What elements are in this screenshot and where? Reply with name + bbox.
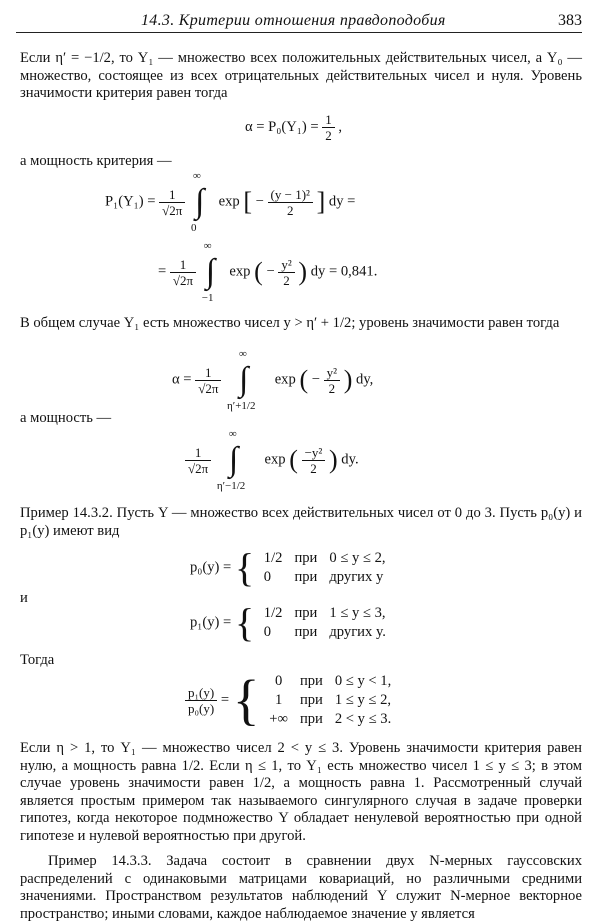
ratio-cases [263, 672, 397, 729]
norm-num-3: 1 [195, 365, 221, 381]
exp-num: (y − 1)² [268, 187, 313, 203]
norm-den: √2π [162, 202, 183, 218]
eq-sign: = [158, 263, 167, 280]
power-label-2 [20, 410, 582, 428]
formula-ratio: $\frac{\text{p₁(y)}}{\text{p₀(y)}}$ = { 0 при 0 ≤ y < 1, 1 при 1 ≤ y ≤ 2, +∞ при 2 < y ≤ 3. [185, 672, 397, 729]
norm-fraction-4 [185, 445, 211, 476]
case-word: при [299, 673, 323, 689]
integral-sign: ∞ ∫ 0 [190, 170, 205, 234]
power-lhs: P₁(Y₁) = [105, 193, 156, 210]
case-value: 0 [263, 569, 272, 585]
case-word: при [299, 711, 323, 727]
ratio-den: p₀(y) [188, 701, 215, 716]
int-upper: ∞ [192, 170, 201, 182]
exp-fraction-2 [278, 257, 294, 288]
alpha-lhs: α = P₀(Y₁) = [245, 118, 319, 135]
formula-p1: p₁(y) = { 1/2 при 1 ≤ y ≤ 3, 0 при других y. [190, 603, 392, 643]
exp-label-2: exp [229, 263, 251, 280]
integral-sign-4: ∞ ∫ η′−1/2 [216, 428, 246, 492]
alpha-den: 2 [325, 128, 332, 143]
p0-lhs: p₀(y) = [190, 559, 232, 576]
exp-label-3: exp [274, 371, 296, 388]
alpha-fraction [322, 112, 335, 143]
ratio-num: p₁(y) [185, 685, 217, 701]
case-word: при [299, 692, 323, 708]
case-value: 1/2 [263, 550, 283, 566]
power-label [20, 153, 582, 171]
example-2-text: Пример 14.3.2. Пусть Y — множество всех действительных чисел от 0 до 3. Пусть p₀(y) и p₁(y) имеют вид [20, 505, 582, 539]
exp-fraction [268, 187, 313, 218]
page-number: 383 [558, 12, 582, 29]
case-word: при [294, 569, 318, 585]
paragraph-2-text: В общем случае Y₁ есть множество чисел y > η′ + 1/2; уровень значимости равен тогда [20, 315, 560, 331]
paragraph-1-text: Если η′ = −1/2, то Y₁ — множество всех положительных действительных чисел, а Y₀ — множество, состоящее из всех отрицательных действительных чисел и нуля. Уровень значимости критерия равен тогда [20, 50, 582, 102]
case-condition: других y. [329, 624, 386, 640]
int-lower-3: η′+1/2 [227, 400, 256, 412]
ratio-fraction [185, 685, 217, 716]
p1-lhs: p₁(y) = [190, 614, 232, 631]
case-value: +∞ [269, 711, 288, 727]
paragraph-3 [20, 740, 582, 846]
formula-power-1: P₁(Y₁) = $\frac{1}{√2\pi}$ ∞ ∫ 0 exp [ − $\frac{\text{(y − 1)²}}{2}$ ] dy = [105, 170, 356, 234]
norm-num-4: 1 [185, 445, 211, 461]
exp-den: 2 [286, 202, 294, 218]
int-lower-4: η′−1/2 [216, 480, 246, 492]
and-text: и [20, 590, 28, 606]
then-word [20, 652, 582, 670]
paragraph-3-text: Если η > 1, то Y₁ — множество чисел 2 < y ≤ 3. Уровень значимости критерия равен нулю, а мощность равна 1/2. Если η ≤ 1, то Y₁ есть множество чисел 1 ≤ y ≤ 3; в этом случае уровень значимости равен 1/2, а мощность равна 1. Рассмотренный случай является простым примером так называемого сингулярного случая в задаче проверки гипотез, когда некоторое подмножество Y обладает ненулевой вероятностью при одной гипотезе и нулевой вероятностью при другой. [20, 740, 582, 844]
norm-den-4: √2π [188, 460, 209, 476]
exp-den-2: 2 [283, 272, 290, 288]
case-condition: 1 ≤ y ≤ 2, [334, 692, 392, 708]
exp-num-4: −y² [302, 445, 326, 461]
exp-num-3: y² [324, 365, 340, 381]
alpha-num: 1 [322, 112, 335, 128]
p1-cases [258, 604, 392, 642]
case-word: при [294, 605, 318, 621]
case-condition: 1 ≤ y ≤ 3, [329, 605, 386, 621]
alpha2-lhs: α = [172, 371, 192, 388]
norm-num: 1 [159, 187, 185, 203]
p0-cases [258, 549, 392, 587]
norm-den-2: √2π [172, 272, 194, 288]
norm-den-3: √2π [198, 380, 219, 396]
formula-alpha-2: α = $\frac{1}{√2\pi}$ ∞ ∫ η′+1/2 exp ( − $\frac{\text{y²}}{2}$ ) dy, [172, 348, 374, 412]
exp-den-4: 2 [310, 460, 317, 476]
then-text: Тогда [20, 652, 55, 668]
case-condition: 2 < y ≤ 3. [334, 711, 392, 727]
case-condition: 0 ≤ y < 1, [334, 673, 392, 689]
dy-comma: dy, [356, 371, 374, 388]
integral-sign-2: ∞ ∫ −1 [201, 240, 216, 304]
header-rule [16, 32, 582, 33]
exp-label: exp [218, 193, 240, 210]
formula-power-3: $\frac{1}{√2\pi}$ ∞ ∫ η′−1/2 exp ( $\frac{\text{−y²}}{2}$ ) dy. [185, 438, 359, 482]
integral-sign-3: ∞ ∫ η′+1/2 [227, 348, 256, 412]
running-header [16, 10, 582, 34]
int-upper-3: ∞ [239, 348, 247, 360]
exp-fraction-3 [324, 365, 340, 396]
norm-fraction-3 [195, 365, 221, 396]
int-upper-4: ∞ [228, 428, 237, 440]
exp-label-4: exp [264, 451, 286, 468]
power-label2-text: а мощность — [20, 410, 112, 426]
case-condition: 0 ≤ y ≤ 2, [329, 550, 386, 566]
exp-num-2: y² [278, 257, 294, 273]
int-lower-2: −1 [201, 292, 214, 304]
exp-den-3: 2 [328, 380, 336, 396]
power-label-text: а мощность критерия — [20, 153, 172, 169]
section-title: 14.3. Критерии отношения правдоподобия [141, 12, 446, 29]
case-condition: других y [329, 569, 384, 585]
case-value: 0 [263, 624, 272, 640]
formula-power-2: = $\frac{1}{√2\pi}$ ∞ ∫ −1 exp ( − $\frac{\text{y²}}{2}$ ) dy = 0,841. [158, 240, 378, 304]
example-3-text: Пример 14.3.3. Задача состоит в сравнении двух N-мерных гауссовских распределений с одинаковыми матрицами ковариаций, но различными средними значениями. Пространством результатов наблюдений Y служит N-мерное векторное пространство; иными словами, каждое наблюдаемое значение y является [20, 853, 582, 922]
case-value: 1/2 [263, 605, 283, 621]
alpha-end: , [338, 118, 343, 135]
case-word: при [294, 550, 318, 566]
formula-p0: p₀(y) = { 1/2 при 0 ≤ y ≤ 2, 0 при других y [190, 548, 392, 588]
case-word: при [294, 624, 318, 640]
example-14-3-3 [20, 853, 582, 923]
case-value: 0 [274, 673, 283, 689]
dy-value: dy = 0,841. [310, 263, 378, 280]
dy-dot: dy. [341, 451, 359, 468]
norm-fraction-2 [170, 257, 196, 288]
norm-fraction [159, 187, 185, 218]
paragraph-1 [20, 50, 582, 103]
example-14-3-2 [20, 505, 582, 540]
paragraph-2 [20, 315, 582, 333]
int-upper-2: ∞ [203, 240, 212, 252]
int-lower: 0 [190, 222, 197, 234]
dy-eq: dy = [328, 193, 356, 210]
formula-alpha [245, 112, 342, 143]
case-value: 1 [274, 692, 283, 708]
norm-num-2: 1 [170, 257, 196, 273]
exp-fraction-4 [302, 445, 326, 476]
